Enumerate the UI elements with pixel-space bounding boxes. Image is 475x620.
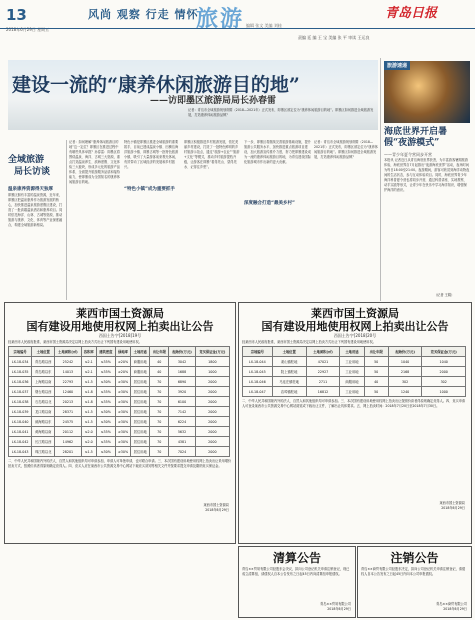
table-cell: ≤35% — [96, 397, 115, 407]
table-cell: 14013 — [55, 367, 81, 377]
table-row — [9, 367, 230, 377]
notice-left-issuer: 莱西市国土资源局 — [203, 503, 229, 507]
table-cell: 2711 — [306, 377, 340, 387]
side-heading-1: 全域旅游 — [8, 155, 45, 165]
table-cell: LX-18-036 — [9, 377, 32, 387]
table-cell: 居住用地 — [131, 377, 150, 387]
table-header-cell: 出让年限 — [150, 347, 169, 357]
table-cell: 40 — [150, 357, 169, 367]
table-cell: ≥30% — [115, 437, 130, 447]
article-subtitle-3: 深度融合打造“最美乡村” — [244, 201, 295, 206]
table-cell: 居住用地 — [131, 437, 150, 447]
table-cell: 1040 — [388, 357, 422, 367]
land-notice-left — [4, 302, 236, 544]
table-cell: ≤2.0 — [81, 437, 96, 447]
table-cell: LX-18-040 — [9, 417, 32, 427]
table-cell: 青岛路以东 — [32, 367, 55, 377]
table-row — [243, 357, 466, 367]
table-cell: LX-18-035 — [9, 367, 32, 377]
table-cell: ≤35% — [96, 387, 115, 397]
notice-right-number: 西国土告字[2018]20号 — [333, 333, 377, 338]
table-cell: 70 — [150, 377, 169, 387]
table-header-cell: 土地面积(㎡) — [306, 347, 340, 357]
liquidation-date: 2018年6月29日 — [327, 607, 351, 611]
table-cell: LX-18-039 — [9, 407, 32, 417]
table-cell: ≤35% — [96, 367, 115, 377]
table-header-cell: 容积率 — [81, 347, 96, 357]
table-cell: LX-18-038 — [9, 397, 32, 407]
masthead-logo: 青岛日报 — [385, 6, 438, 21]
table-cell: ≤30% — [96, 447, 115, 457]
deregistration-date: 2018年6月29日 — [443, 607, 467, 611]
table-cell: 302 — [388, 377, 422, 387]
right-headline: 海底世界开启暑假“夜游模式” — [384, 127, 448, 148]
notice-left-number: 西国土告字[2018]19号 — [98, 333, 142, 338]
table-cell: 5632 — [169, 427, 195, 437]
page-date: 2018年6月29日 星期五 — [6, 27, 50, 32]
article-column-4: 即墨区积极推进乡村旅游发展，依托美丽乡村建设，打造了一批特色鲜明的乡村旅游示范点，通过“旅游+农业”“旅游+文化”等模式，推动乡村旅游提档升级，让游客在即墨“看得见山、望得见水、记得住乡愁”。 — [184, 140, 240, 169]
table-header-cell: 土地用途 — [131, 347, 150, 357]
land-notice-right — [238, 302, 472, 544]
table-header-cell: 竞买保证金(万元) — [422, 347, 466, 357]
table-row — [9, 387, 230, 397]
table-cell: ≤30% — [96, 417, 115, 427]
table-cell: 2000 — [195, 447, 229, 457]
table-cell: ≥30% — [115, 387, 130, 397]
table-cell: 烟台路以西 — [32, 387, 55, 397]
table-cell: ≤1.5 — [81, 377, 96, 387]
article-column-6: 记者：青岛市全域旅游规划纲要（2018—2021年）正式发布，即墨区被定位为“康养休闲旅游目的地”。即墨区如何推进全域旅游发展，打造康养休闲旅游品牌？ — [314, 140, 378, 159]
table-row — [243, 367, 466, 377]
table-cell: 店埠镇驻地 — [272, 387, 306, 397]
table-cell: 50 — [364, 387, 388, 397]
table-cell: 1688 — [169, 367, 195, 377]
table-cell: 70 — [150, 387, 169, 397]
table-cell: 珠江路以北 — [32, 447, 55, 457]
notice-right-title-1: 莱西市国土资源局 — [311, 307, 399, 320]
table-cell: 黄海路以南 — [32, 427, 55, 437]
table-cell: 7024 — [169, 447, 195, 457]
table-cell: 龙口路以南 — [32, 407, 55, 417]
table-cell: 28201 — [55, 447, 81, 457]
liquidation-notice — [238, 546, 356, 618]
table-cell: 22927 — [306, 367, 340, 377]
table-row — [243, 377, 466, 387]
table-header-cell: 出让年限 — [364, 347, 388, 357]
table-cell: ≥30% — [115, 407, 130, 417]
table-cell: ≤1.5 — [81, 447, 96, 457]
header-rule — [0, 28, 475, 29]
table-cell: ≥30% — [115, 397, 130, 407]
table-cell: ≥30% — [115, 447, 130, 457]
section-title: 旅游 — [196, 6, 245, 32]
table-cell: LX-18-044 — [243, 357, 273, 367]
table-cell: 2000 — [422, 367, 466, 377]
table-cell: 20112 — [55, 427, 81, 437]
table-header-cell: 土地位置 — [32, 347, 55, 357]
table-cell: 2000 — [195, 417, 229, 427]
notice-left-table — [8, 346, 230, 457]
table-cell: LX-18-034 — [9, 357, 32, 367]
table-cell: 6224 — [169, 417, 195, 427]
table-cell: ≤1.8 — [81, 397, 96, 407]
table-cell: ≤2.1 — [81, 357, 96, 367]
table-cell: 2000 — [195, 437, 229, 447]
section-slogan: 风尚 观察 行走 情怀 — [88, 8, 199, 21]
article-subhead: ——访即墨区旅游局局长孙春雷 — [150, 96, 277, 106]
table-cell: ≤30% — [96, 407, 115, 417]
table-cell: 1800 — [195, 357, 229, 367]
table-header-cell: 宗地编号 — [243, 347, 273, 357]
table-cell: 2168 — [388, 367, 422, 377]
table-cell: 6100 — [169, 397, 195, 407]
table-cell: 2000 — [195, 397, 229, 407]
notice-left-title-2: 国有建设用地使用权网上拍卖出让公告 — [26, 320, 214, 333]
table-cell: LX-18-047 — [243, 387, 273, 397]
table-cell: 院上镇驻地 — [272, 367, 306, 377]
table-cell: 石岛路以北 — [32, 397, 55, 407]
liquidation-title: 清算公告 — [272, 551, 321, 565]
table-header-cell: 绿地率 — [115, 347, 130, 357]
table-cell: 工业用地 — [340, 367, 364, 377]
table-cell: ≥20% — [115, 357, 130, 367]
table-cell: 商服用地 — [131, 367, 150, 377]
deregistration-notice — [357, 546, 472, 618]
notice-right-body: 二、中华人民共和国境内外的法人、自然人和其他组织均可申请参加。三、本次国有建设用地使用权网上拍卖出让按照价高者得原则确定竞得人。四、竞买申请人可登录莱西市公共资源交易中心网站浏览或下载出让文件，了解出让具体要求。五、网上拍卖时间：2018年7月20日至2018年7月30日。 — [242, 399, 466, 408]
right-subhead: ——青少年夏令营同步开营 — [384, 152, 432, 157]
table-row — [9, 427, 230, 437]
table-cell: 商服用地 — [340, 377, 364, 387]
table-row — [9, 437, 230, 447]
table-row — [9, 397, 230, 407]
table-cell: 3042 — [169, 357, 195, 367]
table-cell: 40 — [150, 367, 169, 377]
table-cell: 1000 — [422, 387, 466, 397]
table-cell: ≤2.0 — [81, 427, 96, 437]
table-cell: 40 — [364, 377, 388, 387]
table-cell: ≥30% — [115, 417, 130, 427]
table-header-cell: 建筑密度 — [96, 347, 115, 357]
liquidation-body: 青岛××贸易有限公司经股东会决议，拟向公司登记机关申请注销登记，现已成立清算组，请债权人自本公告发布之日起45日内向清算组申报债权。 — [242, 567, 350, 576]
table-cell: LX-18-042 — [9, 437, 32, 447]
table-cell: 70 — [150, 397, 169, 407]
deregistration-body: 青岛××商贸有限公司经股东决定，拟向公司登记机关申请注销登记，请债权人自本公告发布之日起45日内向本公司申报债权。 — [361, 567, 466, 576]
table-cell: 2000 — [195, 377, 229, 387]
table-cell: 居住用地 — [131, 407, 150, 417]
table-cell: 22793 — [55, 377, 81, 387]
table-cell: 47021 — [306, 357, 340, 367]
table-cell: 居住用地 — [131, 417, 150, 427]
table-cell: LX-18-041 — [9, 427, 32, 437]
table-cell: 威海路以东 — [32, 417, 55, 427]
editor-credit: 编辑 张文 美编 刘桂 — [246, 23, 282, 28]
table-cell: 70 — [150, 417, 169, 427]
aquarium-photo — [384, 61, 470, 123]
article-intro: 记者：青岛市全域旅游规划纲要（2018—2021年）正式发布，即墨区被定位为“康养休闲旅游目的地”。即墨区如何推进全域旅游发展，打造康养休闲旅游品牌？ — [188, 108, 374, 117]
article-subtitle-1: 温泉康养资源得天独厚 — [8, 187, 53, 192]
table-cell: 青岛路以西 — [32, 357, 55, 367]
table-cell: 长江路以西 — [32, 437, 55, 447]
table-cell: 70 — [150, 437, 169, 447]
right-body: 本报讯 记者近日从青岛海底世界获悉，为丰富游客暑期旅游体验，海底世界自7月起推出“夜游海底世界”活动，夜场时间为每日18:00至21:00。夜游期间，游客可欣赏到海洋动物夜间的生活状态，参与互动体验项目。同时，海底世界青少年海洋科普夏令营也将同步开营，通过科普讲座、实地观察、动手实践等形式，让青少年在快乐中学习海洋知识，增强保护海洋的意识。 — [384, 158, 470, 192]
liquidation-issuer: 青岛××贸易有限公司 — [320, 602, 351, 606]
table-header-cell: 起始价(万元) — [169, 347, 195, 357]
table-row — [9, 377, 230, 387]
table-cell: 6890 — [169, 377, 195, 387]
notice-left-intro: 经莱西市人民政府批准，莱西市国土资源局决定以网上拍卖方式出让下列国有建设用地使用权。 — [8, 340, 142, 344]
table-cell: 工业用地 — [340, 387, 364, 397]
table-cell: 2000 — [195, 387, 229, 397]
page-number: 13 — [6, 6, 27, 24]
article-column-5: 下一步，即墨区将继续完善旅游基础设施，提升旅游公共服务水平，加快推进重点旅游项目建设，加大旅游宣传推介力度，努力把即墨建设成为一流的康养休闲旅游目的地，为青岛建设国际化旅游城市作出新的更大贡献。 — [244, 140, 311, 164]
table-cell: LX-18-043 — [9, 447, 32, 457]
table-cell: 居住用地 — [131, 397, 150, 407]
table-cell: 居住用地 — [131, 427, 150, 437]
table-cell: 3920 — [169, 387, 195, 397]
table-row — [9, 357, 230, 367]
table-cell: ≤1.5 — [81, 407, 96, 417]
table-cell: 工业用地 — [340, 357, 364, 367]
table-cell: 14962 — [55, 437, 81, 447]
table-cell: 居住用地 — [131, 387, 150, 397]
table-cell: 24575 — [55, 417, 81, 427]
notice-right-issuer: 莱西市国土资源局 — [439, 501, 465, 505]
table-header-cell: 土地位置 — [272, 347, 306, 357]
notice-left-date: 2018年6月29日 — [205, 508, 229, 512]
table-cell: 28371 — [55, 407, 81, 417]
table-cell: 居住用地 — [131, 447, 150, 457]
table-cell: 1000 — [195, 367, 229, 377]
article-column-2: 记者：如何理解“康养休闲旅游目的地”这一定位？即墨区在推进过程中有哪些具体举措？孙春雷：即墨区将围绕温泉、海洋、古城三大资源，重点打造温泉养生、滨海度假、文化体验三大板块，形成多元化的旅游产品体系，全面提升旅游服务品质和接待能力，使即墨成为全国知名的康养休闲旅游目的地。 — [69, 140, 120, 184]
table-cell: 1040 — [422, 357, 466, 367]
table-cell: 25242 — [55, 357, 81, 367]
table-cell: ≤35% — [96, 357, 115, 367]
table-cell: ≤35% — [96, 437, 115, 447]
table-cell: 马连庄镇驻地 — [272, 377, 306, 387]
table-cell: 12460 — [55, 387, 81, 397]
notice-right-intro: 经莱西市人民政府批准，莱西市国土资源局决定以网上拍卖方式出让下列国有建设用地使用权。 — [242, 340, 376, 344]
table-cell: 16812 — [306, 387, 340, 397]
news-tag: 旅游速递 — [384, 61, 410, 70]
table-header-cell: 土地面积(㎡) — [55, 347, 81, 357]
side-heading-2: 局长访谈 — [14, 167, 51, 177]
article-subtitle-2: “特色小镇”成为重要抓手 — [124, 187, 175, 192]
table-cell: ≤1.8 — [81, 387, 96, 397]
table-cell: ≥20% — [115, 367, 130, 377]
table-cell: 姜山镇驻地 — [272, 357, 306, 367]
notice-right-title-2: 国有建设用地使用权网上拍卖出让公告 — [261, 320, 449, 333]
table-cell: 4381 — [169, 437, 195, 447]
right-column-divider — [380, 58, 381, 301]
table-cell: LX-18-045 — [243, 367, 273, 377]
table-cell: 2000 — [195, 427, 229, 437]
table-header-cell: 土地用途 — [340, 347, 364, 357]
notice-right-date: 2018年6月29日 — [441, 506, 465, 510]
table-cell: 70 — [150, 427, 169, 437]
table-cell: LX-18-046 — [243, 377, 273, 387]
table-cell: 70 — [150, 447, 169, 457]
notice-left-body: 二、中华人民共和国境内外的法人、自然人和其他组织均可申请参加，申请人可单独申请，也可联合申请。三、本次国有建设用地使用权网上拍卖出让采用增价拍卖方式，按照价高者得原则确定竞得人。四、竞买人应在莱西市公共资源交易中心网站下载竞买须知等相关文件并按要求提交申请及缴纳竞买保证金。 — [8, 459, 232, 468]
notice-left-title-1: 莱西市国土资源局 — [76, 307, 164, 320]
table-cell: 70 — [150, 407, 169, 417]
deregistration-title: 注销公告 — [390, 551, 439, 565]
table-cell: 50 — [364, 357, 388, 367]
table-header-cell: 竞买保证金(万元) — [195, 347, 229, 357]
deregistration-issuer: 青岛××商贸有限公司 — [436, 602, 467, 606]
table-cell: 上海路以南 — [32, 377, 55, 387]
table-header-cell: 宗地编号 — [9, 347, 32, 357]
table-header-cell: 起始价(万元) — [388, 347, 422, 357]
table-cell: 20213 — [55, 397, 81, 407]
table-cell: ≤2.1 — [81, 367, 96, 377]
article-headline: 建设一流的“康养休闲旅游目的地” — [12, 74, 300, 96]
article-column-1: 即墨区拥有丰富的温泉资源，近年来，即墨区把温泉康养作为旅游发展的核心，加快推进温泉旅游度假区建设，打造了一批高端温泉酒店和康养项目。同时依托海洋、山林、古城等资源，推动旅游与康养、文化、体育等产业深度融合，构建全域旅游新格局。 — [8, 193, 63, 227]
table-cell: ≥30% — [115, 377, 130, 387]
table-row — [9, 447, 230, 457]
table-row — [9, 417, 230, 427]
notice-right-table — [242, 346, 466, 397]
table-row — [243, 387, 466, 397]
table-cell: 1240 — [388, 387, 422, 397]
table-row — [9, 407, 230, 417]
table-cell: ≤30% — [96, 377, 115, 387]
right-credit: （记者 王娟） — [434, 293, 455, 297]
page-header — [0, 0, 475, 52]
article-column-3a: 特色小镇是即墨区推进全域旅游的重要抓手，目前已建成温泉小镇、田横岛海洋旅游小镇、即墨古城等一批特色旅游小镇，吸引了大量游客前来观光休闲，有效带动了区域经济的发展和乡村振兴。 — [124, 140, 179, 169]
edit-credit-line: 责编 廷 编 王 宝 美编 张 平 审读 王运良 — [298, 35, 370, 40]
table-cell: 商服用地 — [131, 357, 150, 367]
column-divider — [66, 140, 67, 300]
table-cell: ≤35% — [96, 427, 115, 437]
table-cell: 50 — [364, 367, 388, 377]
table-cell: LX-18-037 — [9, 387, 32, 397]
table-cell: 302 — [422, 377, 466, 387]
table-cell: 7142 — [169, 407, 195, 417]
table-cell: ≤1.5 — [81, 417, 96, 427]
table-cell: 2000 — [195, 407, 229, 417]
table-cell: ≥30% — [115, 427, 130, 437]
